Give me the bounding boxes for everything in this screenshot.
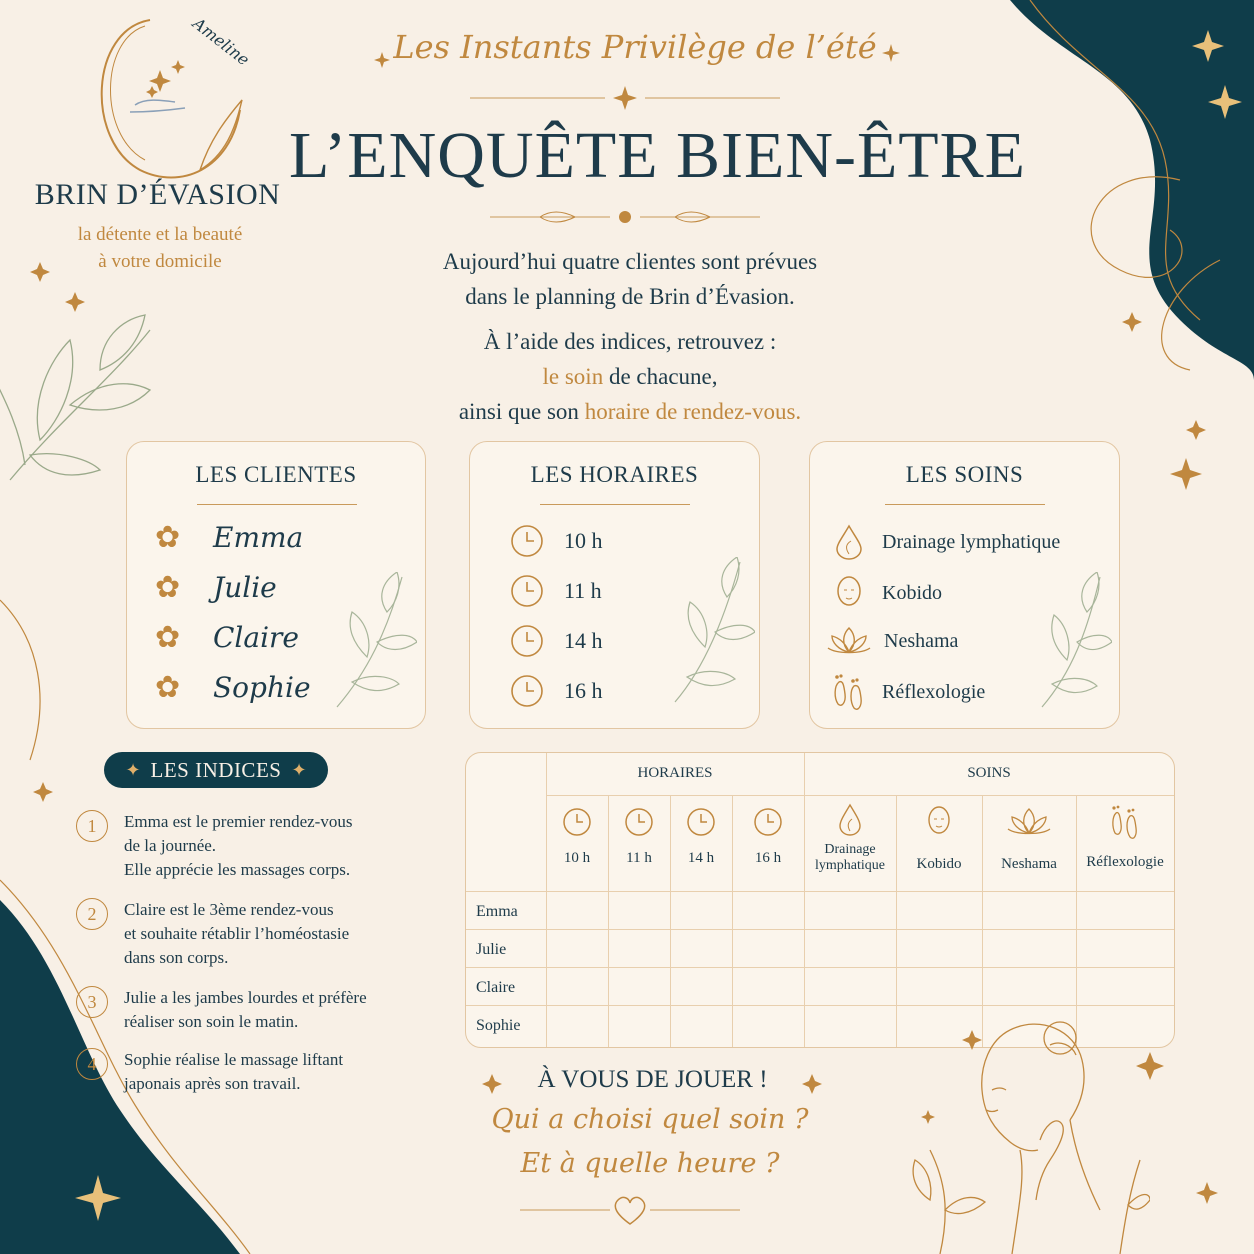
clue-number: 1: [76, 810, 108, 842]
grid-col-soin: [804, 803, 896, 874]
intro-line-4-rest: de chacune,: [603, 364, 718, 389]
intro-text: [330, 244, 930, 429]
sparkle-icon: ✦: [291, 759, 307, 780]
cliente-item: [155, 520, 303, 555]
brand-tagline-2: à votre domicile: [98, 251, 222, 272]
intro-line-1: Aujourd’hui quatre clientes sont prévues: [442, 249, 818, 274]
cliente-name: Emma: [213, 521, 304, 554]
clue-text: Claire est le 3ème rendez-vous et souhaite rétablir l’homéostasie dans son corps.: [124, 900, 350, 967]
cta-question-2: Et à quelle heure ?: [520, 1148, 780, 1179]
clues-title: LES INDICES: [150, 757, 282, 782]
grid-soin-label: Neshama: [1001, 856, 1057, 872]
grid-time-label: 11 h: [626, 850, 652, 866]
flower-icon: ✿: [155, 671, 181, 704]
clue-text: Sophie réalise le massage liftant japonais après son travail.: [124, 1050, 344, 1093]
card-soins-title: LES SOINS: [905, 462, 1024, 487]
header-sparkle-right: [882, 44, 900, 62]
flower-icon: ✿: [155, 621, 181, 654]
clue-item: [76, 1048, 343, 1096]
grid-row-name: Emma: [476, 903, 518, 920]
grid-col-soin: [982, 807, 1076, 873]
woman-face-illustration: [900, 1010, 1150, 1254]
leaf-branch-icon: [1032, 572, 1112, 712]
clock-icon: [510, 574, 544, 608]
soin-item: [832, 524, 1060, 560]
intro-line-5: [330, 394, 930, 429]
clue-item: [76, 898, 349, 970]
drop-icon: [836, 803, 864, 837]
horaire-item: [510, 574, 602, 608]
grid-row-name: Sophie: [476, 1017, 521, 1034]
intro-line-4: [330, 359, 930, 394]
flower-icon: ✿: [155, 521, 181, 554]
card-rule: [197, 504, 357, 505]
intro-line-3: À l’aide des indices, retrouvez :: [483, 329, 777, 354]
card-soins: [809, 441, 1120, 729]
flower-icon: ✿: [155, 571, 181, 604]
card-horaires-title: LES HORAIRES: [530, 462, 699, 487]
clock-icon: [686, 807, 716, 837]
cta-question-1: Qui a choisi quel soin ?: [491, 1104, 809, 1135]
logic-grid: [465, 752, 1175, 1048]
header-sparkle-left: [374, 52, 390, 68]
clock-icon: [510, 674, 544, 708]
cliente-name: Julie: [213, 571, 277, 604]
clock-icon: [562, 807, 592, 837]
grid-time-label: 14 h: [687, 850, 715, 866]
leaf-branch-icon: [665, 557, 755, 707]
brand-tagline-1: la détente et la beauté: [77, 224, 243, 245]
grid-soin-label: Réflexologie: [1086, 854, 1164, 870]
grid-col-time: [546, 807, 608, 867]
grid-col-time: [608, 807, 670, 867]
cliente-name: Sophie: [213, 671, 311, 704]
soin-item: [832, 574, 942, 612]
grid-time-label: 10 h: [563, 850, 591, 866]
soin-label: Kobido: [882, 581, 942, 604]
cliente-item: [155, 570, 277, 605]
card-rule: [540, 504, 690, 505]
intro-highlight-soin: le soin: [542, 364, 604, 389]
grid-col-time: [670, 807, 732, 867]
clue-item: [76, 986, 367, 1034]
face-icon: [924, 803, 954, 839]
cliente-item: [155, 670, 311, 705]
horaire-item: [510, 624, 603, 658]
clock-icon: [510, 524, 544, 558]
clue-number: 4: [76, 1048, 108, 1080]
page-title: L’ENQUÊTE BIEN-ÊTRE: [289, 119, 1026, 192]
soin-item: [826, 626, 958, 656]
clue-item: [76, 810, 352, 882]
header-kicker: Les Instants Privilège de l’été: [393, 28, 877, 66]
horaire-label: 16 h: [564, 678, 603, 703]
horaire-item: [510, 674, 603, 708]
soin-label: Neshama: [884, 629, 959, 652]
clock-icon: [510, 624, 544, 658]
horaire-label: 14 h: [564, 628, 603, 653]
lotus-icon: [826, 626, 872, 656]
feet-icon: [830, 672, 868, 712]
grid-time-label: 16 h: [754, 850, 782, 866]
grid-soin-label: Kobido: [916, 856, 962, 872]
intro-line-2: dans le planning de Brin d’Évasion.: [465, 284, 795, 309]
grid-soin-label: Drainage lymphatique: [815, 842, 885, 873]
clock-icon: [753, 807, 783, 837]
clock-icon: [624, 807, 654, 837]
clue-text: Emma est le premier rendez-vous de la journée. Elle apprécie les massages corps.: [124, 812, 353, 879]
intro-highlight-horaire: horaire de rendez-vous.: [584, 399, 802, 424]
grid-col-time: [732, 807, 804, 867]
card-rule: [885, 504, 1045, 505]
horaire-label: 11 h: [564, 578, 602, 603]
horaire-label: 10 h: [564, 528, 603, 553]
title-divider: [490, 202, 760, 232]
brand-name: BRIN D’ÉVASION: [34, 178, 281, 211]
brand-logo: [30, 10, 290, 280]
grid-col-soin: [896, 803, 982, 873]
leaf-branch-icon: [327, 572, 417, 712]
cta-title: À VOUS DE JOUER !: [537, 1066, 768, 1093]
card-clientes-title: LES CLIENTES: [195, 462, 357, 487]
soin-label: Drainage lymphatique: [882, 530, 1061, 553]
lotus-icon: [1005, 807, 1053, 837]
cliente-name: Claire: [213, 621, 299, 654]
drop-icon: [832, 524, 866, 560]
moon-logo-icon: [30, 10, 290, 190]
clue-text: Julie a les jambes lourdes et préfère réaliser son soin le matin.: [124, 988, 367, 1031]
grid-row-name: Julie: [476, 941, 507, 958]
heart-divider: [520, 1190, 740, 1230]
clues-title-badge: [104, 752, 328, 788]
soin-item: [830, 672, 985, 712]
face-icon: [832, 574, 866, 612]
feet-icon: [1108, 803, 1142, 841]
grid-col-soin: [1076, 803, 1174, 871]
cliente-item: [155, 620, 299, 655]
soin-label: Réflexologie: [882, 680, 986, 703]
sparkle-icon: ✦: [125, 759, 141, 780]
grid-group-soins: SOINS: [967, 765, 1011, 781]
brand-signature: Ameline: [189, 13, 254, 70]
card-clientes: [126, 441, 426, 729]
header-divider: [470, 82, 780, 112]
clue-number: 3: [76, 986, 108, 1018]
intro-line-5-start: ainsi que son: [458, 399, 585, 424]
horaire-item: [510, 524, 603, 558]
grid-row-name: Claire: [476, 979, 516, 996]
grid-group-horaires: HORAIRES: [637, 765, 713, 781]
clue-number: 2: [76, 898, 108, 930]
card-horaires: [469, 441, 760, 729]
